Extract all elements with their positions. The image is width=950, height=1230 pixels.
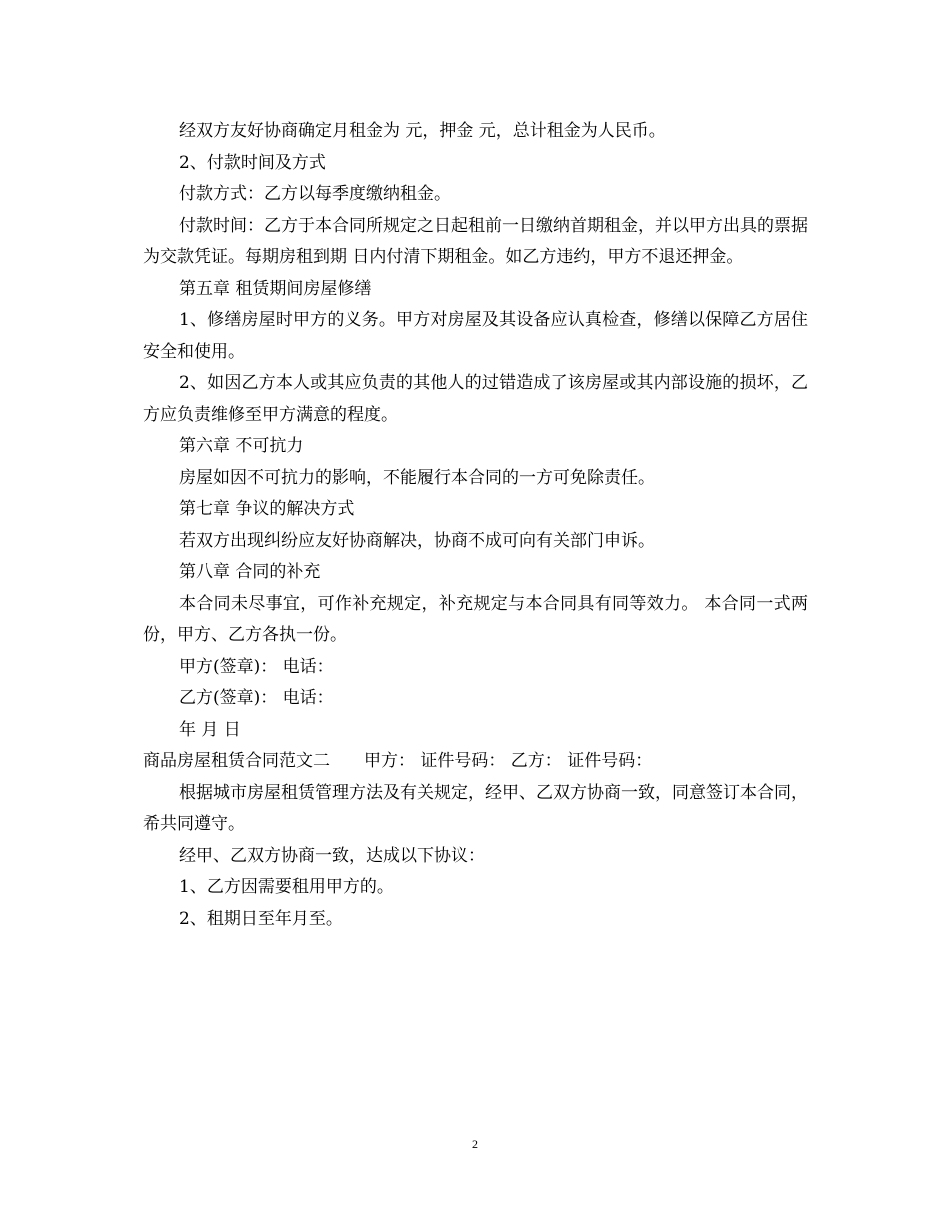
page-number: 2 bbox=[472, 1137, 478, 1151]
paragraph: 年 月 日 bbox=[179, 719, 241, 740]
paragraph: 1、乙方因需要租用甲方的。 bbox=[179, 877, 394, 897]
paragraph: 乙方(签章)： 电话： bbox=[179, 688, 334, 708]
paragraph: 本合同未尽事宜，可作补充规定，补充规定与本合同具有同等效力。 本合同一式两份，甲方、乙方各执一份。 bbox=[143, 593, 808, 645]
paragraph: 甲方(签章)： 电话： bbox=[179, 656, 334, 677]
paragraph: 房屋如因不可抗力的影响，不能履行本合同的一方可免除责任。 bbox=[179, 467, 655, 488]
paragraph: 2、如因乙方本人或其应负责的其他人的过错造成了该房屋或其内部设施的损坏，乙方应负责维修至甲方满意的程度。 bbox=[143, 373, 808, 425]
paragraph: 1、修缮房屋时甲方的义务。甲方对房屋及其设备应认真检查，修缮以保障乙方居住安全和使用。 bbox=[143, 310, 808, 362]
paragraph: 2、租期日至年月至。 bbox=[179, 908, 343, 929]
paragraph: 付款时间：乙方于本合同所规定之日起租前一日缴纳首期租金，并以甲方出具的票据为交款凭证。每期房租到期 日内付清下期租金。如乙方违约，甲方不退还押金。 bbox=[143, 215, 808, 267]
paragraph: 第七章 争议的解决方式 bbox=[179, 499, 355, 519]
document-body bbox=[143, 116, 808, 935]
paragraph: 第六章 不可抗力 bbox=[179, 436, 304, 456]
paragraph: 商品房屋租赁合同范文二 甲方： 证件号码： 乙方： 证件号码： bbox=[143, 751, 653, 771]
paragraph: 经双方友好协商确定月租金为 元，押金 元，总计租金为人民币。 bbox=[179, 121, 666, 141]
paragraph: 2、付款时间及方式 bbox=[179, 152, 326, 173]
paragraph: 经甲、乙双方协商一致，达成以下协议： bbox=[179, 845, 485, 866]
paragraph: 第八章 合同的补充 bbox=[179, 562, 321, 582]
paragraph: 若双方出现纠纷应友好协商解决，协商不成可向有关部门申诉。 bbox=[179, 530, 655, 551]
paragraph: 根据城市房屋租赁管理方法及有关规定，经甲、乙双方协商一致，同意签订本合同，希共同遵守。 bbox=[143, 782, 808, 834]
paragraph: 付款方式：乙方以每季度缴纳租金。 bbox=[179, 184, 451, 204]
paragraph: 第五章 租赁期间房屋修缮 bbox=[179, 278, 372, 299]
